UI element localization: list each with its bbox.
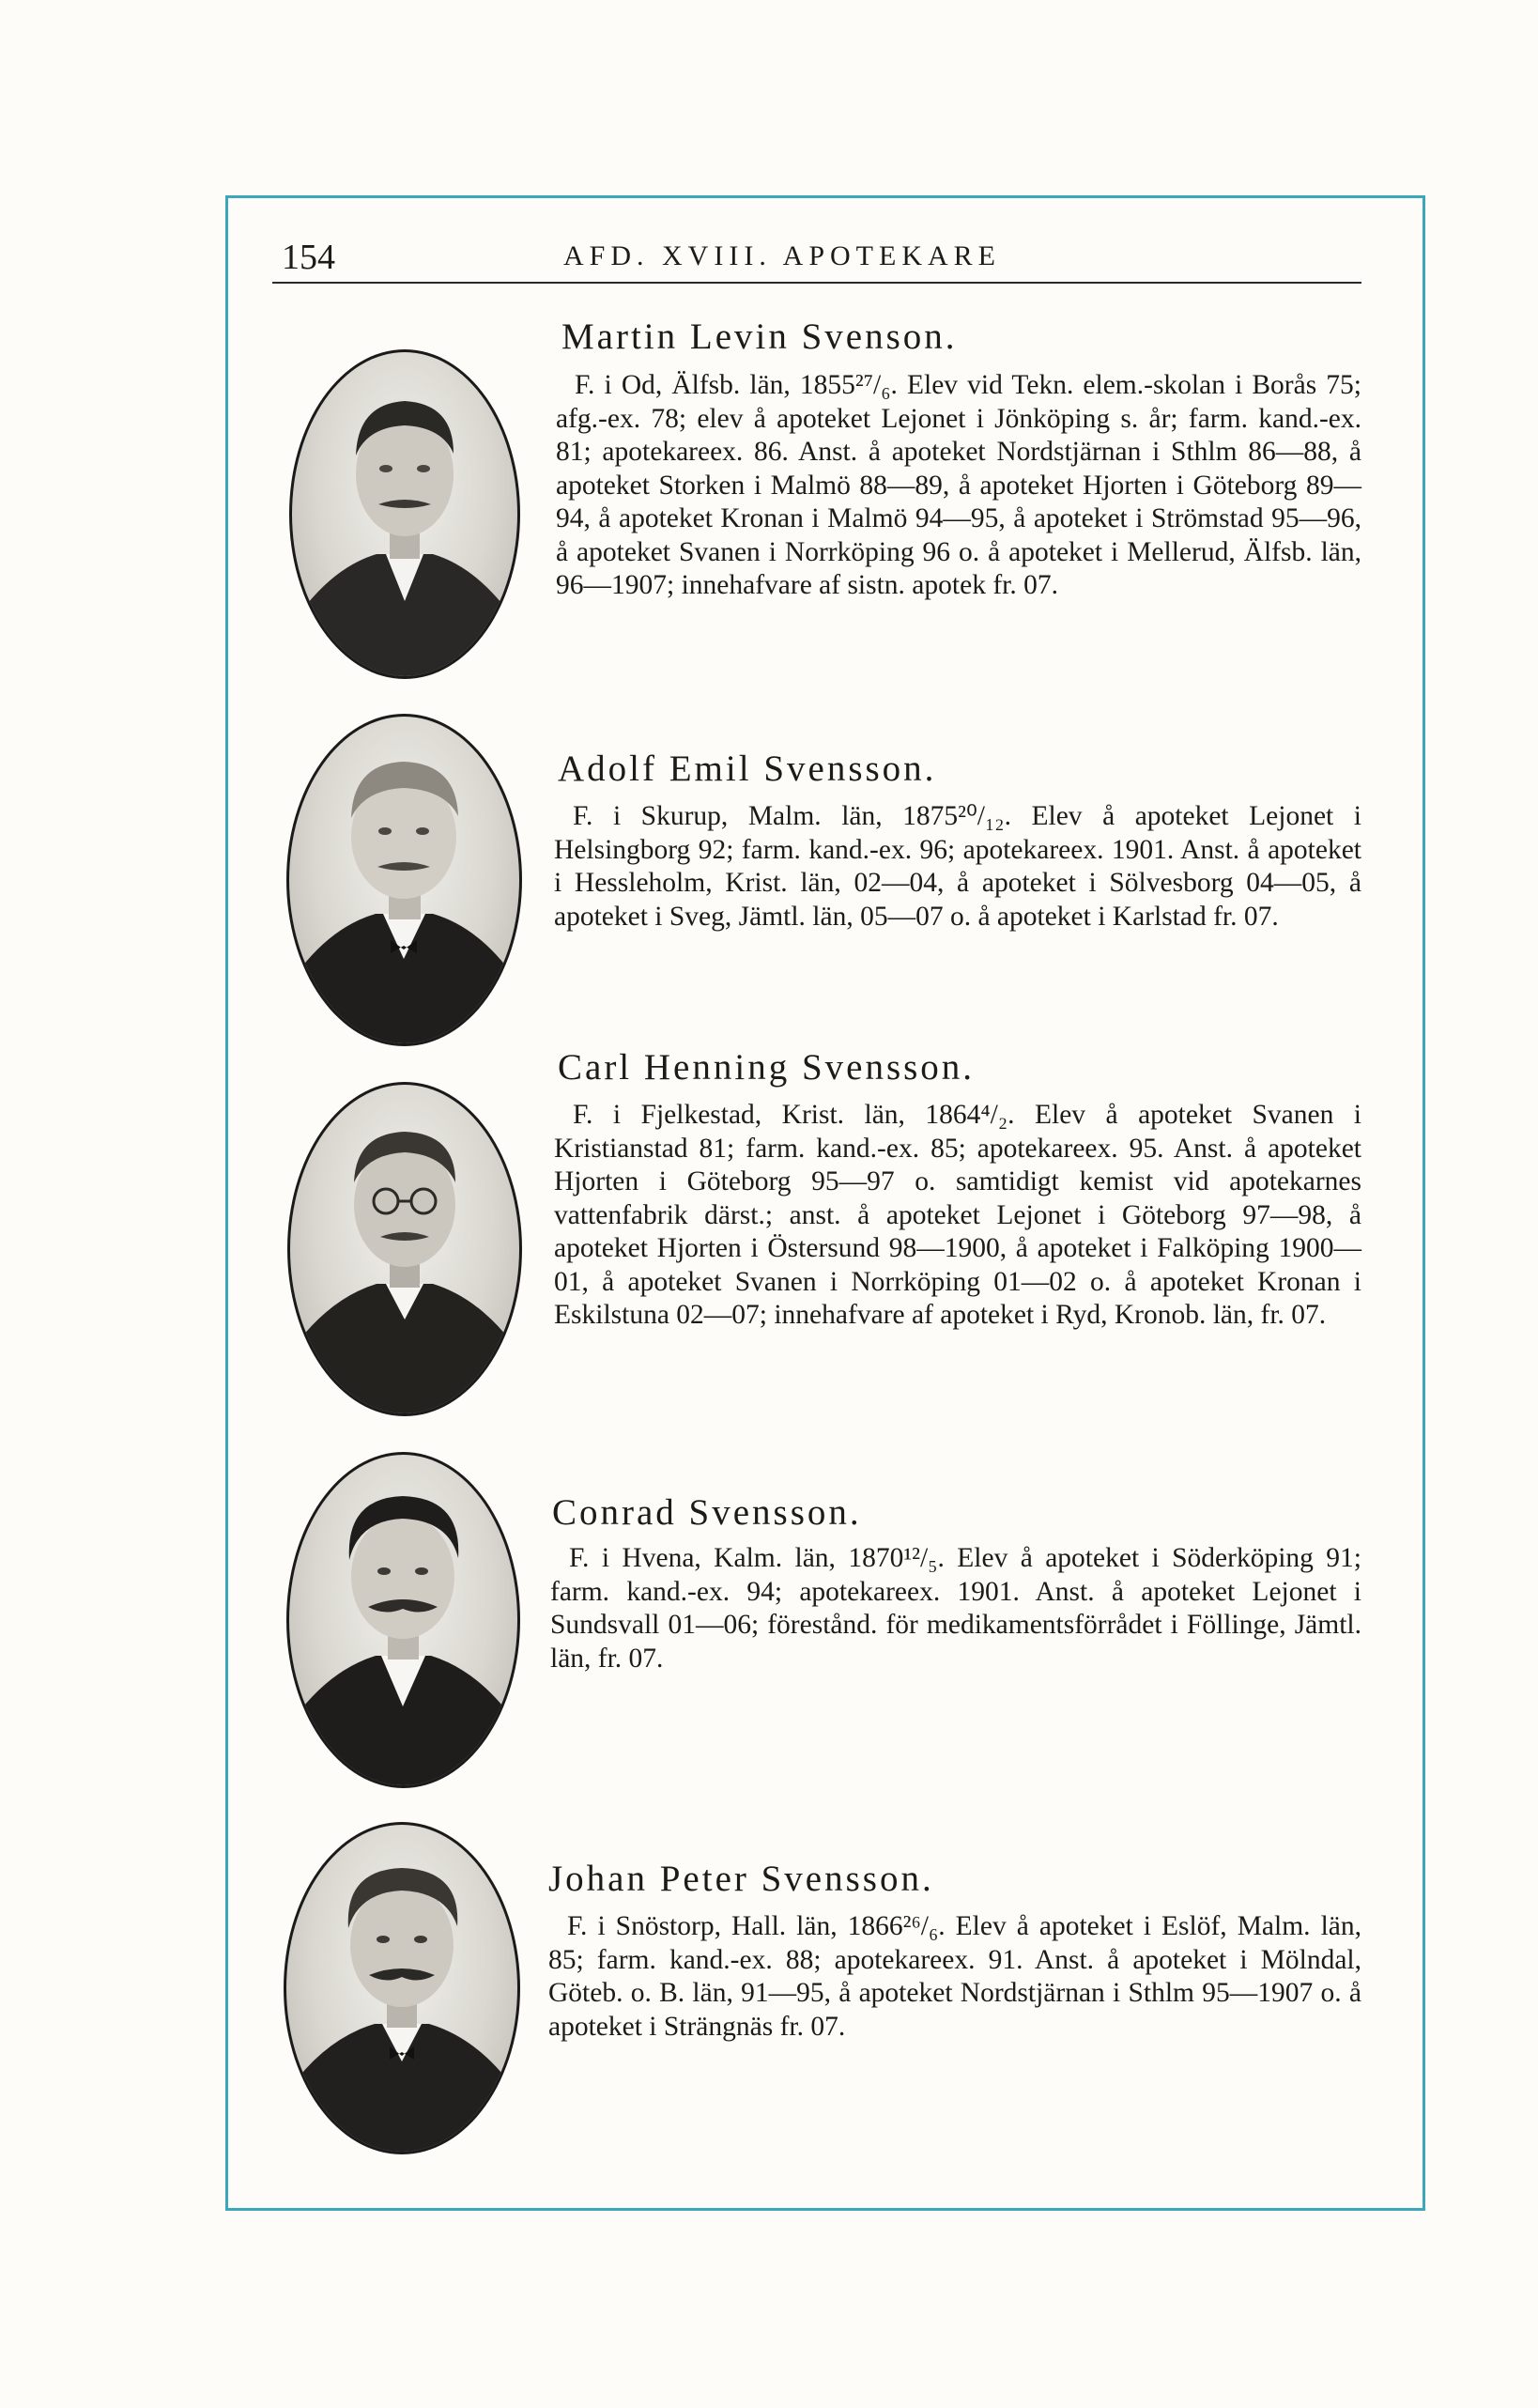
entry-biography: F. i Fjelkestad, Krist. län, 1864⁴/₂. Elev å apoteket Svanen i Kristianstad 81; farm. kand.-ex. 85; apotekareex. 95. Anst. å apoteket Hjorten i Göteborg 95—97 o. samtidigt kemist vid apotekarnes vattenfabrik därst.; anst. å apoteket Lejonet i Göteborg 97—98, å apoteket Hjorten i Östersund 98—1900, å apoteket i Falköping 1900—01, å apoteket Svanen i Norrköping 01—02 o. å apoteket Kronan i Eskilstuna 02—07; innehafvare af apoteket i Ryd, Kronob. län, fr. 07. xyxy=(554,1100,1361,1330)
page-number: 154 xyxy=(282,238,335,277)
entry-name: Adolf Emil Svensson. xyxy=(558,749,937,789)
portrait-photo xyxy=(284,1822,520,2154)
entry-biography: F. i Od, Älfsb. län, 1855²⁷/₆. Elev vid Tekn. elem.-skolan i Borås 75; afg.-ex. 78; elev å apoteket Lejonet i Jönköping s. år; farm. kand.-ex. 81; apotekareex. 86. Anst. å apoteket Nordstjärnan i Sthlm 86—88, å apoteket Storken i Malmö 88—89, å apoteket Hjorten i Göteborg 89—94, å apoteket Kronan i Malmö 94—95, å apoteket i Strömstad 95—96, å apoteket Svanen i Norrköping 96 o. å apoteket i Mellerud, Älfsb. län, 96—1907; innehafvare af sistn. apotek fr. 07. xyxy=(556,370,1361,600)
portrait-photo xyxy=(286,714,522,1046)
entry-name: Conrad Svensson. xyxy=(552,1492,862,1533)
entry-biography: F. i Hvena, Kalm. län, 1870¹²/₅. Elev å apoteket i Söderköping 91; farm. kand.-ex. 94; apotekareex. 1901. Anst. å apoteket Lejonet i Sundsvall 01—06; förestånd. för medikamentsförrådet i Föllinge, Jämtl. län, fr. 07. xyxy=(550,1543,1361,1674)
entry-name: Carl Henning Svensson. xyxy=(558,1047,976,1088)
section-title: AFD. XVIII. APOTEKARE xyxy=(563,240,1001,271)
page-header xyxy=(272,237,1361,284)
entry-name: Martin Levin Svenson. xyxy=(561,316,958,357)
entry-biography: F. i Skurup, Malm. län, 1875²⁰/₁₂. Elev å apoteket Lejonet i Helsingborg 92; farm. kand.-ex. 96; apotekareex. 1901. Anst. å apoteket i Hessleholm, Krist. län, 02—04, å apoteket i Sölvesborg 04—05, å apoteket i Sveg, Jämtl. län, 05—07 o. å apoteket i Karlstad fr. 07. xyxy=(554,801,1361,932)
portrait-photo xyxy=(287,1082,522,1416)
portrait-photo xyxy=(286,1452,520,1788)
entry-name: Johan Peter Svensson. xyxy=(548,1859,934,1899)
entry-biography: F. i Snöstorp, Hall. län, 1866²⁶/₆. Elev å apoteket i Eslöf, Malm. län, 85; farm. kand.-ex. 88; apotekareex. 91. Anst. å apoteket i Mölndal, Göteb. o. B. län, 91—95, å apoteket Nordstjärnan i Sthlm 95—1907 o. å apoteket i Strängnäs fr. 07. xyxy=(548,1911,1361,2042)
portrait-photo xyxy=(289,349,520,679)
